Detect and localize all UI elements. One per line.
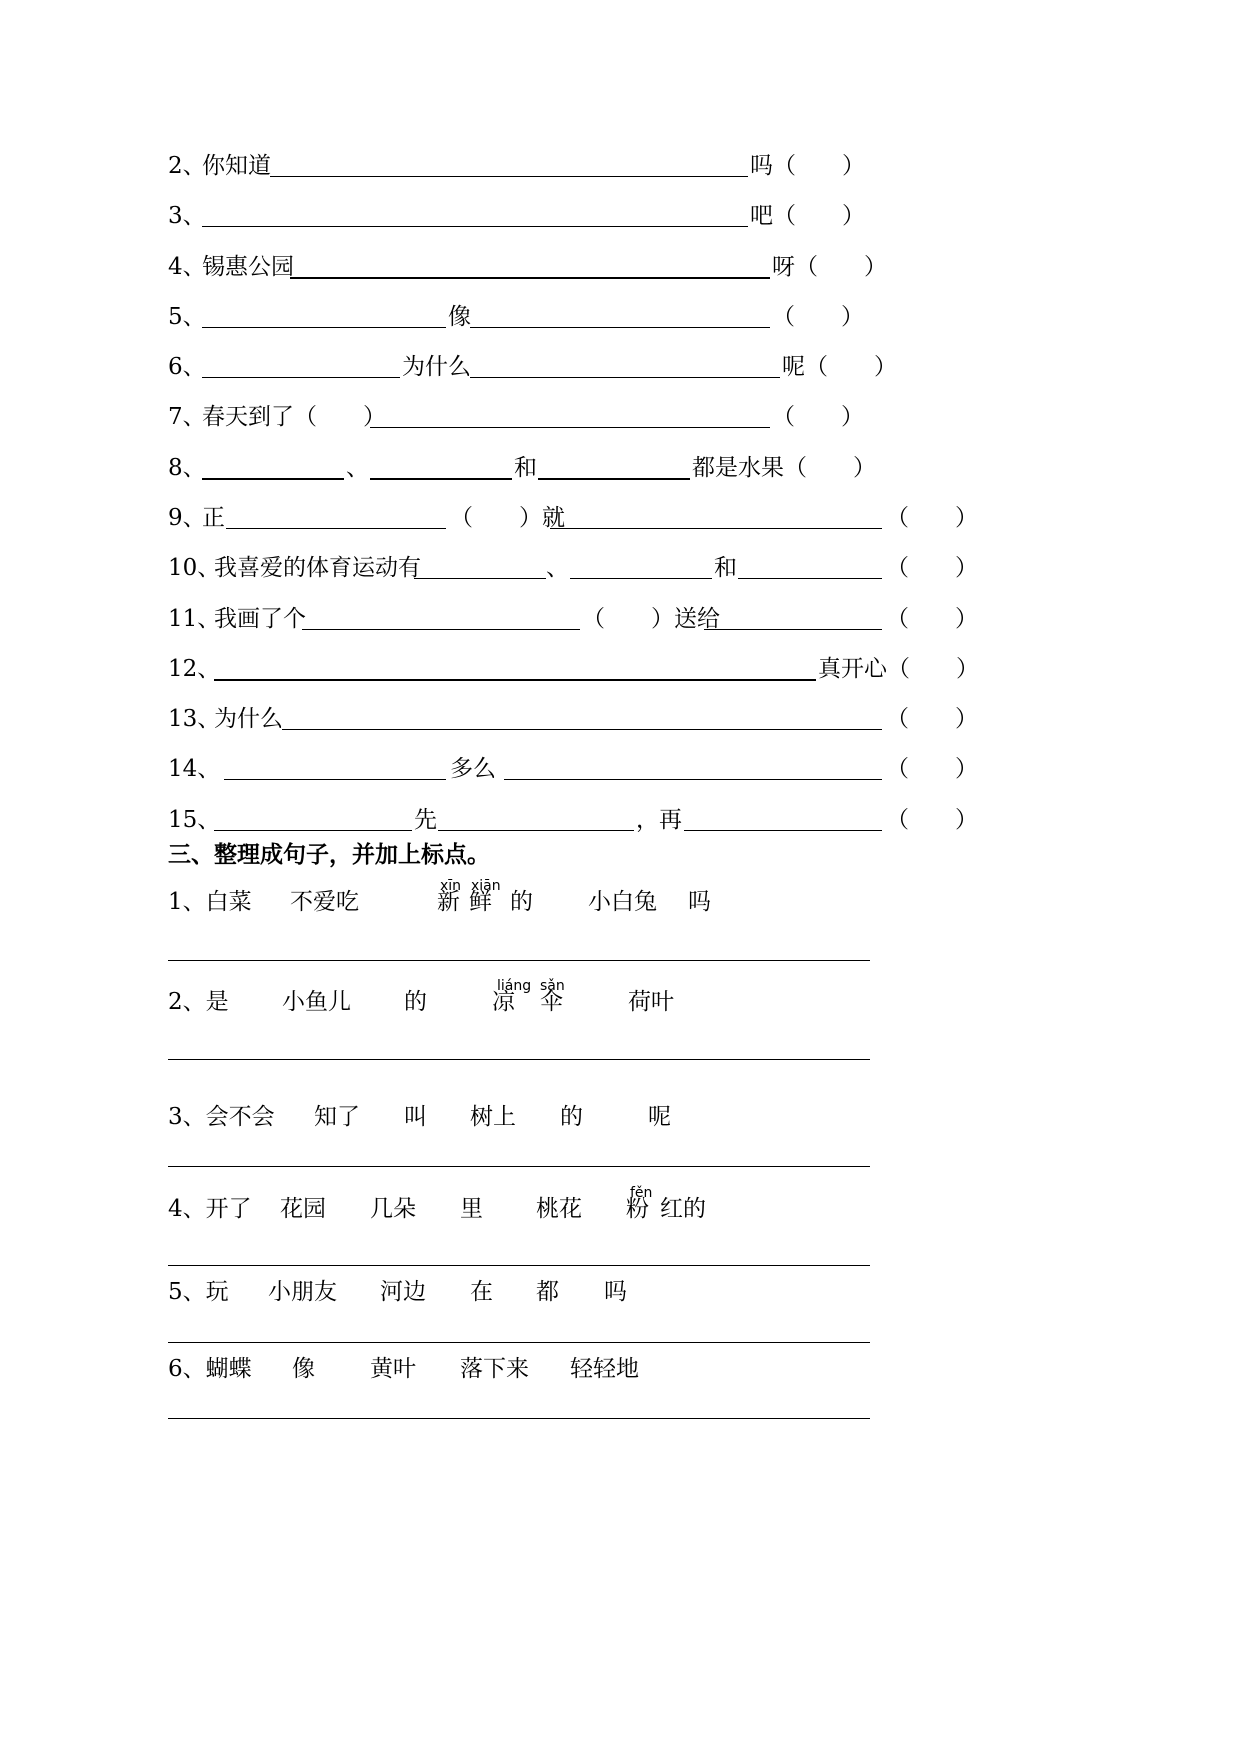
punctuation-paren[interactable]: （ ） xyxy=(886,756,978,782)
item-prefix: 锡惠公园 xyxy=(202,254,294,280)
item-number: 12、 xyxy=(168,656,221,682)
answer-blank[interactable] xyxy=(224,779,446,780)
answer-blank[interactable] xyxy=(684,830,882,831)
item-suffix: 都是水果（ ） xyxy=(692,455,876,481)
word: 红的 xyxy=(660,1196,706,1222)
answer-blank[interactable] xyxy=(202,478,344,480)
separator: ，再 xyxy=(636,807,682,833)
answer-line[interactable] xyxy=(168,1342,870,1343)
answer-blank[interactable] xyxy=(438,830,634,831)
item-number: 2、 xyxy=(168,153,206,179)
word: 知了 xyxy=(314,1104,360,1130)
answer-blank[interactable] xyxy=(282,729,882,730)
word: 伞 xyxy=(540,989,563,1015)
punctuation-paren[interactable]: （ ） xyxy=(886,807,978,833)
answer-blank[interactable] xyxy=(202,226,748,227)
answer-line[interactable] xyxy=(168,1166,870,1167)
answer-blank[interactable] xyxy=(704,629,882,630)
punctuation-paren[interactable]: （ ） xyxy=(772,304,864,330)
item-middle: 多么 xyxy=(450,756,496,782)
item-middle: 先 xyxy=(414,807,437,833)
word: 小鱼儿 xyxy=(282,989,351,1015)
answer-line[interactable] xyxy=(168,1418,870,1419)
answer-blank[interactable] xyxy=(570,578,712,579)
answer-blank[interactable] xyxy=(550,528,882,529)
word: 鲜 xyxy=(469,889,492,915)
item-number: 4、 xyxy=(168,254,206,280)
answer-blank[interactable] xyxy=(214,679,816,681)
separator: 、 xyxy=(346,455,369,481)
item-prefix: 春天到了（ ） xyxy=(202,404,386,430)
word: 小白兔 xyxy=(588,889,657,915)
word: 1、白菜 xyxy=(168,889,252,915)
word: 的 xyxy=(404,989,427,1015)
word: 落下来 xyxy=(460,1356,529,1382)
answer-line[interactable] xyxy=(168,1265,870,1266)
item-prefix: 正 xyxy=(202,505,225,531)
item-number: 6、 xyxy=(168,354,206,380)
word: 荷叶 xyxy=(628,989,674,1015)
pinyin: sǎn xyxy=(540,978,565,994)
answer-blank[interactable] xyxy=(538,478,690,480)
item-number: 14、 xyxy=(168,756,221,782)
word: 吗 xyxy=(604,1279,627,1305)
item-middle: 像 xyxy=(448,304,471,330)
punctuation-paren[interactable]: （ ） xyxy=(886,555,978,581)
word: 树上 xyxy=(470,1104,516,1130)
item-number: 9、 xyxy=(168,505,206,531)
punctuation-paren[interactable]: （ ） xyxy=(772,404,864,430)
answer-line[interactable] xyxy=(168,1059,870,1060)
word: 在 xyxy=(470,1279,493,1305)
answer-blank[interactable] xyxy=(738,578,882,579)
section-heading: 三、整理成句子，并加上标点。 xyxy=(168,842,490,868)
answer-blank[interactable] xyxy=(302,629,580,630)
answer-blank[interactable] xyxy=(470,327,770,328)
answer-blank[interactable] xyxy=(214,830,412,831)
item-suffix: 呀（ ） xyxy=(772,254,887,280)
word: 新 xyxy=(437,889,460,915)
word: 4、开了 xyxy=(168,1196,252,1222)
separator: 和 xyxy=(714,555,737,581)
item-number: 11、 xyxy=(168,606,221,632)
item-middle: （ ）就 xyxy=(450,505,565,531)
pinyin: fěn xyxy=(630,1185,653,1201)
word: 呢 xyxy=(648,1104,671,1130)
word: 不爱吃 xyxy=(290,889,359,915)
item-number: 8、 xyxy=(168,455,206,481)
word: 河边 xyxy=(380,1279,426,1305)
item-middle: （ ）送给 xyxy=(582,606,720,632)
word: 凉 xyxy=(492,989,515,1015)
word: 叫 xyxy=(404,1104,427,1130)
pinyin: xiān xyxy=(471,878,501,894)
item-number: 5、 xyxy=(168,304,206,330)
word: 都 xyxy=(536,1279,559,1305)
word: 里 xyxy=(460,1196,483,1222)
item-middle: 为什么 xyxy=(402,354,471,380)
answer-blank[interactable] xyxy=(226,528,446,529)
word: 花园 xyxy=(280,1196,326,1222)
item-suffix: 真开心（ ） xyxy=(818,656,979,682)
separator: 和 xyxy=(514,455,537,481)
item-number: 15、 xyxy=(168,807,221,833)
word: 2、是 xyxy=(168,989,229,1015)
answer-blank[interactable] xyxy=(290,277,770,279)
item-suffix: 呢（ ） xyxy=(782,354,897,380)
answer-blank[interactable] xyxy=(202,327,446,328)
pinyin: xīn xyxy=(440,878,462,894)
item-prefix: 为什么 xyxy=(214,706,283,732)
word: 几朵 xyxy=(370,1196,416,1222)
word: 小朋友 xyxy=(268,1279,337,1305)
item-number: 3、 xyxy=(168,203,206,229)
word: 粉 xyxy=(626,1196,649,1222)
word: 的 xyxy=(560,1104,583,1130)
answer-blank[interactable] xyxy=(370,427,770,428)
answer-blank[interactable] xyxy=(470,377,780,378)
word: 的 xyxy=(510,889,533,915)
punctuation-paren[interactable]: （ ） xyxy=(886,606,978,632)
item-number: 10、 xyxy=(168,555,221,581)
item-prefix: 我喜爱的体育运动有 xyxy=(214,555,421,581)
answer-line[interactable] xyxy=(168,960,870,961)
punctuation-paren[interactable]: （ ） xyxy=(886,505,978,531)
answer-blank[interactable] xyxy=(414,578,546,579)
word: 轻轻地 xyxy=(570,1356,639,1382)
pinyin: liáng xyxy=(497,978,532,994)
item-suffix: 吗（ ） xyxy=(750,153,865,179)
word: 桃花 xyxy=(536,1196,582,1222)
answer-blank[interactable] xyxy=(370,478,512,480)
word: 黄叶 xyxy=(370,1356,416,1382)
separator: 、 xyxy=(546,555,569,581)
item-number: 13、 xyxy=(168,706,221,732)
answer-blank[interactable] xyxy=(270,176,748,177)
word: 3、会不会 xyxy=(168,1104,275,1130)
item-suffix: 吧（ ） xyxy=(750,203,865,229)
word: 5、玩 xyxy=(168,1279,229,1305)
item-prefix: 你知道 xyxy=(202,153,271,179)
word: 吗 xyxy=(688,889,711,915)
item-prefix: 我画了个 xyxy=(214,606,306,632)
item-number: 7、 xyxy=(168,404,206,430)
word: 像 xyxy=(292,1356,315,1382)
answer-blank[interactable] xyxy=(504,779,882,780)
punctuation-paren[interactable]: （ ） xyxy=(886,706,978,732)
word: 6、蝴蝶 xyxy=(168,1356,252,1382)
answer-blank[interactable] xyxy=(202,377,400,378)
